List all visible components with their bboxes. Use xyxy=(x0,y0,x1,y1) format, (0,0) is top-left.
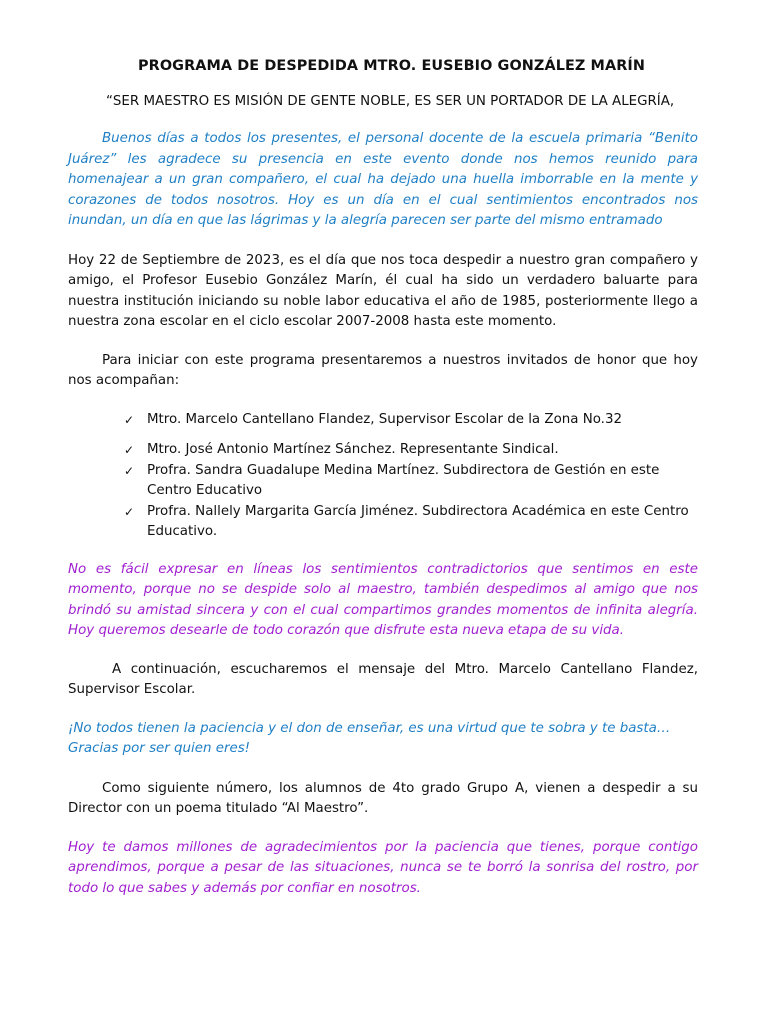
guest-name: Profra. Nallely Margarita García Jiménez. Subdirectora Académica en este Centro Educativo. xyxy=(147,503,689,539)
program-intro-paragraph: Para iniciar con este programa presentaremos a nuestros invitados de honor que hoy nos acompañan: xyxy=(68,352,698,388)
epigraph-quote: “SER MAESTRO ES MISIÓN DE GENTE NOBLE, ES SER UN PORTADOR DE LA ALEGRÍA, xyxy=(106,94,675,109)
feelings-paragraph: No es fácil expresar en líneas los sentimientos contradictorios que sentimos en este momento, porque no se despide solo al maestro, también despedimos al amigo que nos brindó su amistad sincera y con el cual compartimos grandes momentos de infinita alegría. Hoy queremos desearle de todo corazón que disfrute esta nueva etapa de su vida. xyxy=(68,561,698,638)
guest-list-item xyxy=(68,410,698,431)
thanks-paragraph: Hoy te damos millones de agradecimientos por la paciencia que tienes, porque contigo aprendimos, porque a pesar de las situaciones, nunca se te borró la sonrisa del rostro, por todo lo que sabes y además por confiar en nosotros. xyxy=(68,839,698,896)
guest-list-item xyxy=(68,461,698,502)
checkmark-icon: ✓ xyxy=(124,443,135,457)
patience-paragraph: ¡No todos tienen la paciencia y el don de enseñar, es una virtud que te sobra y te basta… Gracias por ser quien eres! xyxy=(68,720,671,756)
next-number-paragraph: Como siguiente número, los alumnos de 4to grado Grupo A, vienen a despedir a su Director con un poema titulado “Al Maestro”. xyxy=(68,780,698,816)
guest-list xyxy=(68,410,698,543)
checkmark-icon: ✓ xyxy=(124,412,135,427)
document-title: PROGRAMA DE DESPEDIDA MTRO. EUSEBIO GONZÁLEZ MARÍN xyxy=(138,58,645,74)
date-paragraph: Hoy 22 de Septiembre de 2023, es el día que nos toca despedir a nuestro gran compañero y amigo, el Profesor Eusebio González Marín, él cual ha sido un verdadero baluarte para nuestra institución iniciando su noble labor educativa el año de 1985, posteriormente llego a nuestra zona escolar en el ciclo escolar 2007-2008 hasta este momento. xyxy=(68,252,698,329)
welcome-paragraph: Buenos días a todos los presentes, el personal docente de la escuela primaria “Benito Juárez” les agradece su presencia en este evento donde nos hemos reunido para homenajear a un gran compañero, el cual ha dejado una huella imborrable en la mente y corazones de todos nosotros. Hoy es un día en el cual sentimientos encontrados nos inundan, un día en que las lágrimas y la alegría parecen ser parte del mismo entramado xyxy=(68,131,698,228)
checkmark-icon: ✓ xyxy=(124,504,135,519)
checkmark-icon: ✓ xyxy=(124,463,135,478)
guest-list-item xyxy=(68,440,698,461)
guest-name: Mtro. Marcelo Cantellano Flandez, Supervisor Escolar de la Zona No.32 xyxy=(147,411,622,427)
guest-list-item xyxy=(68,502,698,543)
guest-name: Mtro. José Antonio Martínez Sánchez. Representante Sindical. xyxy=(147,442,559,457)
guest-name: Profra. Sandra Guadalupe Medina Martínez. Subdirectora de Gestión en este Centro Educativo xyxy=(147,462,660,498)
continue-paragraph: A continuación, escucharemos el mensaje del Mtro. Marcelo Cantellano Flandez, Supervisor Escolar. xyxy=(68,661,698,697)
